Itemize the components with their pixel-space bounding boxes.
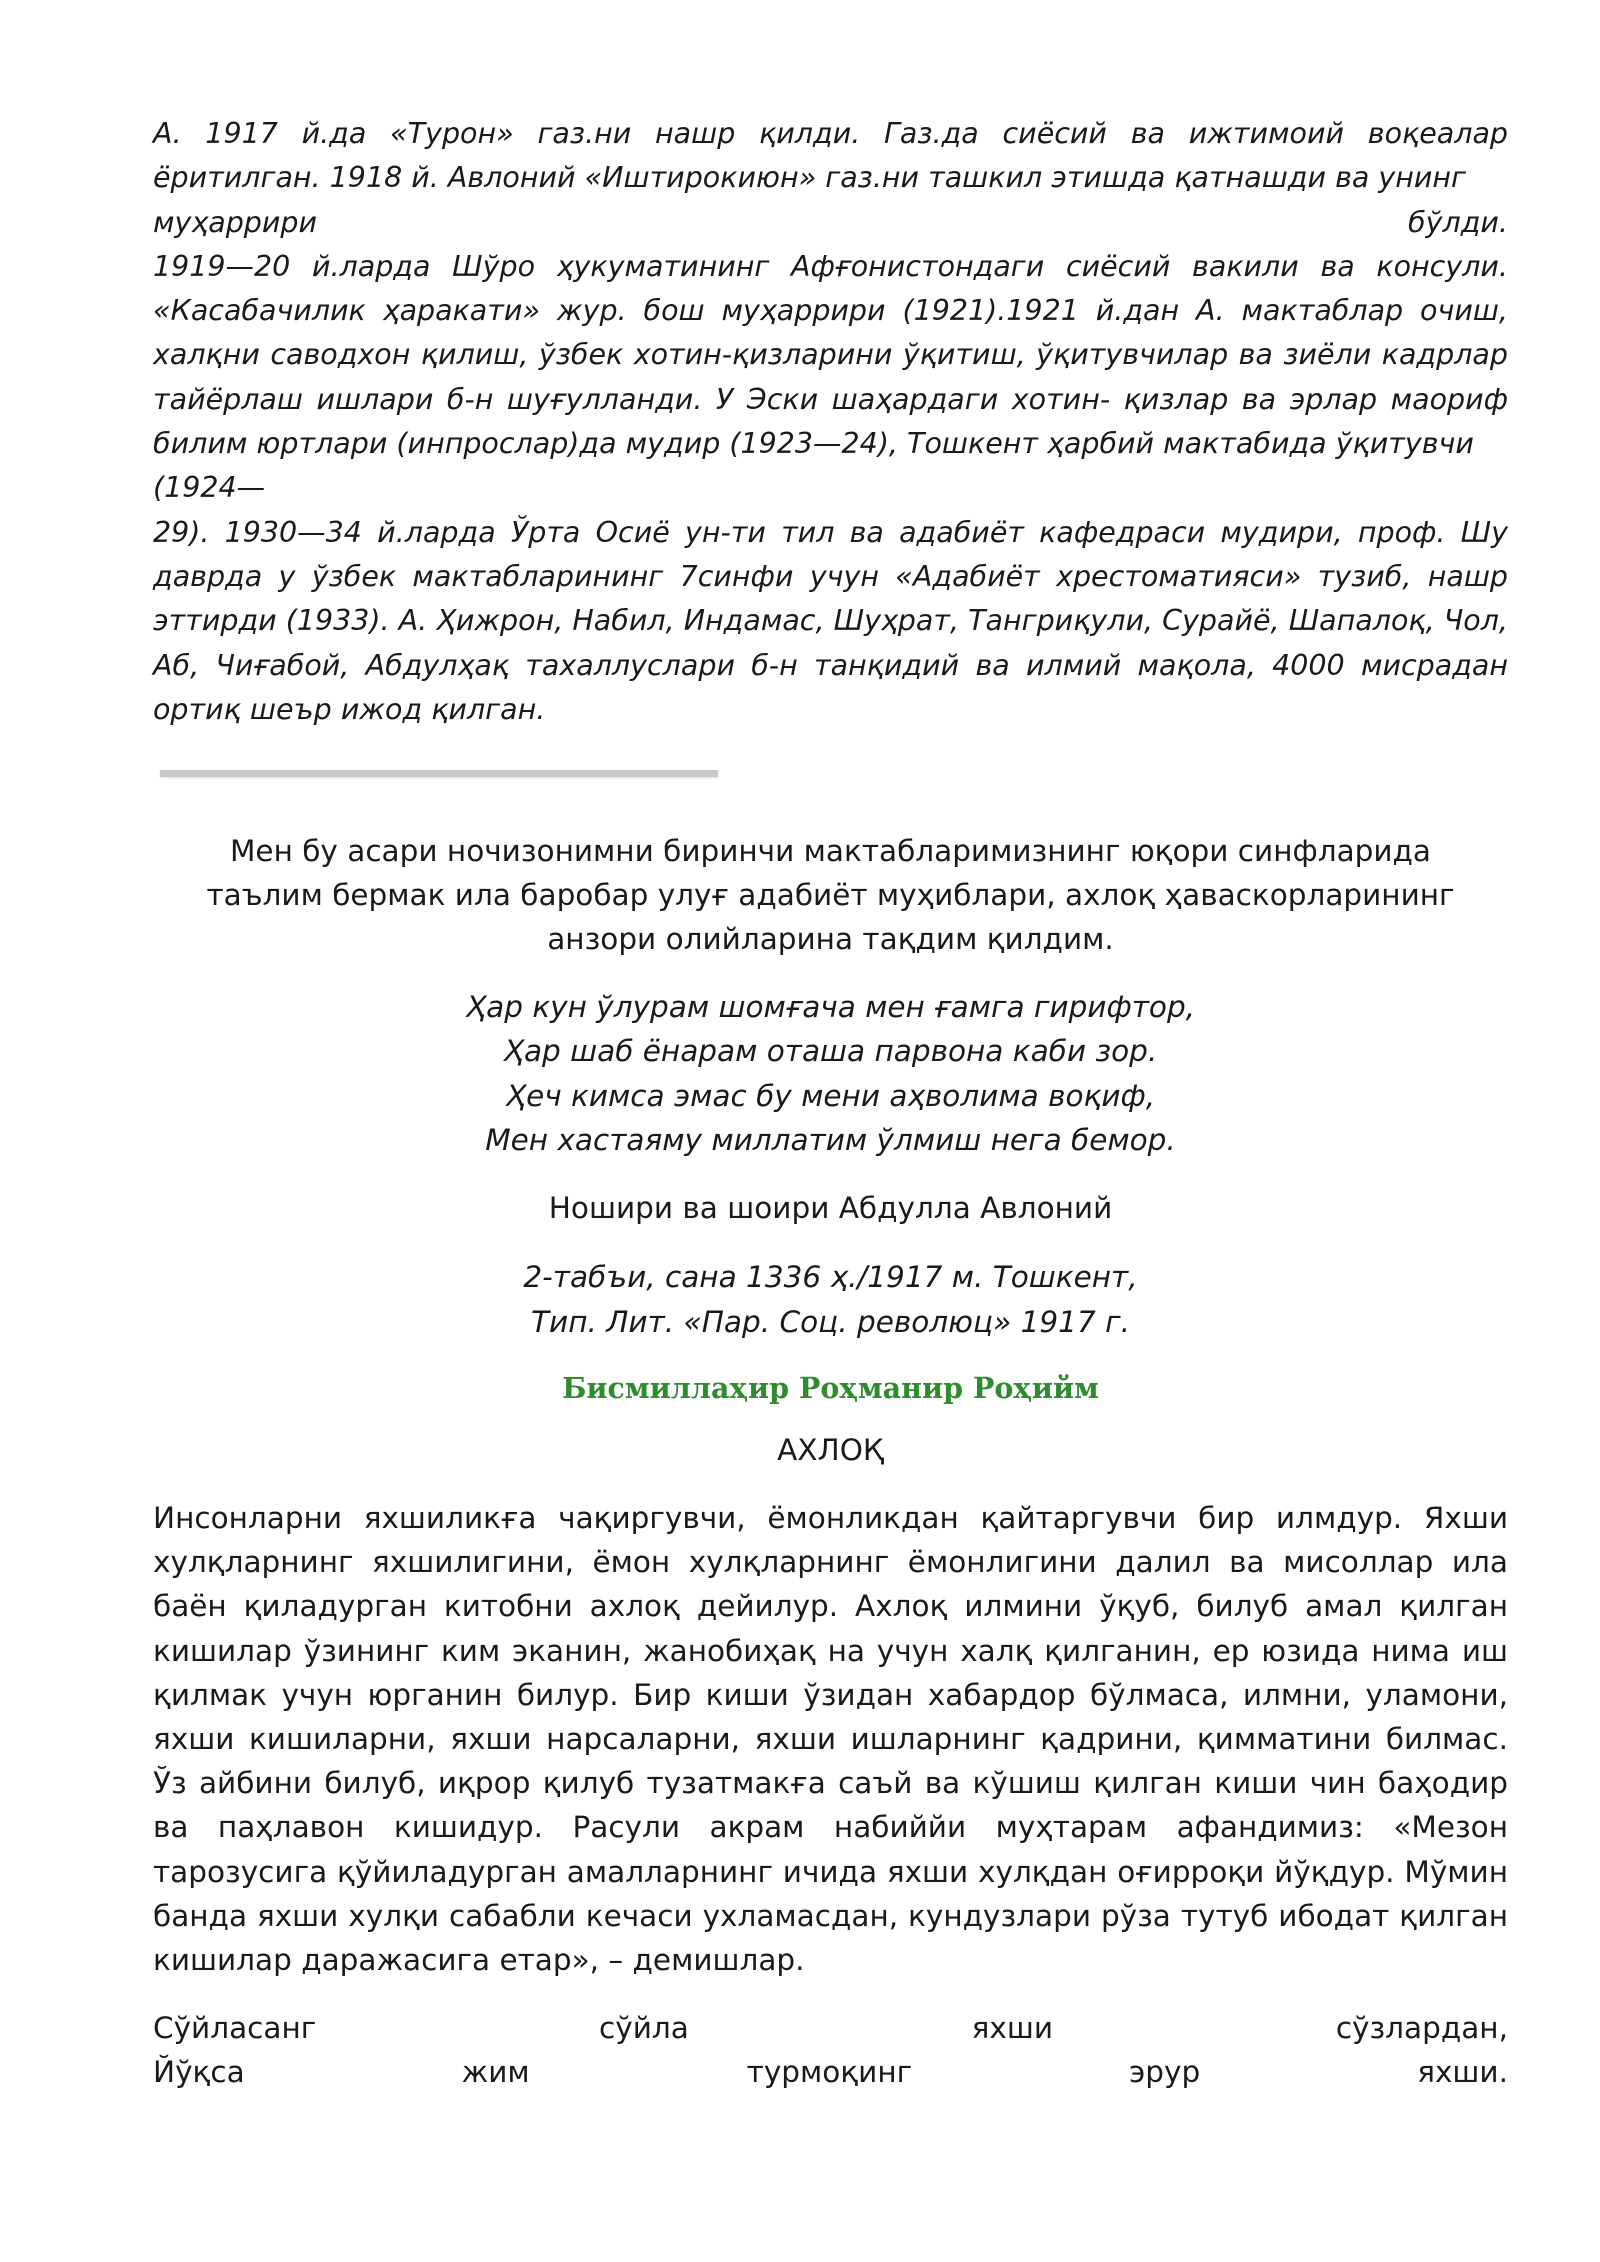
publisher-line: Ношири ва шоири Абдулла Авлоний — [548, 1191, 1113, 1226]
couplet-word: Йўқса — [153, 2055, 245, 2090]
dedication — [153, 829, 1508, 961]
poem-line: Ҳеч кимса эмас бу мени аҳволима воқиф, — [505, 1078, 1156, 1113]
bio-split-right: бўлди. — [1408, 205, 1508, 239]
couplet-line-1 — [153, 2006, 1508, 2050]
dedication-line-1: Мен бу асари ночизонимни биринчи мактабларимизнинг юқори синфларида — [229, 834, 1432, 869]
biography-section — [153, 112, 1508, 732]
imprint-line-1: 2-табъи, сана 1336 ҳ./1917 м. Тошкент, — [523, 1260, 1138, 1295]
bismillah-heading: Бисмиллаҳир Роҳманир Роҳийм — [562, 1370, 1099, 1405]
closing-couplet — [153, 2006, 1508, 2095]
imprint-line-2: Тип. Лит. «Пар. Соц. революц» 1917 г. — [531, 1304, 1130, 1339]
bio-split-left: муҳаррири — [153, 205, 318, 239]
couplet-line-2 — [153, 2050, 1508, 2094]
couplet-word: сўйла — [599, 2011, 689, 2046]
body-paragraph: Инсонларни яхшиликға чақиргувчи, ёмонликдан қайтаргувчи бир илмдур. Яхши хулқларнинг яхшилигини, ёмон хулқларнинг ёмонлигини далил ва мисоллар ила баён қиладурган китобни ахлоқ дейилур. Ахлоқ илмини ўқуб, билуб амал қилган кишилар ўзининг ким эканин, жанобиҳақ на учун халқ қилганин, ер юзида нима иш қилмак учун юрганин билур. Бир киши ўзидан хабардор бўлмаса, илмни, уламони, яхши кишиларни, яхши нарсаларни, яхши ишларнинг қадрини, қимматини билмас. Ўз айбини билуб, иқрор қилуб тузатмакға саъй ва кўшиш қилган киши чин баҳодир ва паҳлавон кишидур. Расули акрам набиййи муҳтарам афандимиз: «Мезон тарозусига қўйиладурган амалларнинг ичида яхши хулқдан оғирроқи йўқдур. Мўмин банда яхши хулқи сабабли кечаси ухламасдан, кундузлари рўза тутуб ибодат қилган кишилар даражасига етар», – демишлар. — [153, 1500, 1508, 1977]
bio-paragraph-2-tail: (1924— — [153, 471, 266, 505]
section-divider — [160, 770, 718, 777]
couplet-word: яхши. — [1417, 2055, 1508, 2090]
imprint — [153, 1255, 1508, 1344]
couplet-word: яхши — [971, 2011, 1054, 2046]
chapter-title: АХЛОҚ — [777, 1432, 884, 1467]
couplet-word: эрур — [1129, 2055, 1201, 2090]
bio-split-line — [153, 201, 1508, 245]
bio-paragraph-2: 1919—20 й.ларда Шўро ҳукуматининг Афғонистондаги сиёсий вакили ва консули. «Касабачилик ҳаракати» жур. бош муҳаррири (1921).1921 й.дан А. мактаблар очиш, халқни саводхон қилиш, ўзбек хотин-қизларини ўқитиш, ўқитувчилар ва зиёли кадрлар тайёрлаш ишлари б-н шуғулланди. У Эски шаҳардаги хотин- қизлар ва эрлар маориф билим юртлари (инпрослар)да мудир (1923—24), Тошкент ҳарбий мактабида ўқитувчи — [153, 249, 1508, 461]
bio-paragraph-1: А. 1917 й.да «Турон» газ.ни нашр қилди. Газ.да сиёсий ва ижтимоий воқеалар ёритилган. 1918 й. Авлоний «Иштирокиюн» газ.ни ташкил этишда қатнашди ва унинг — [153, 117, 1508, 195]
epigraph-poem — [153, 985, 1508, 1162]
poem-line: Мен хастаяму миллатим ўлмиш нега бемор. — [485, 1123, 1176, 1158]
couplet-word: сўзлардан, — [1335, 2011, 1508, 2046]
poem-line: Ҳар шаб ёнарам оташа парвона каби зор. — [503, 1034, 1158, 1069]
document-page — [153, 112, 1508, 2095]
bio-paragraph-3: 29). 1930—34 й.ларда Ўрта Осиё ун-ти тил ва адабиёт кафедраси мудири, проф. Шу даврда у ўзбек мактабларининг 7синфи учун «Адабиёт хрестоматияси» тузиб, нашр эттирди (1933). А. Ҳижрон, Набил, Индамас, Шуҳрат, Тангриқули, Сурайё, Шапалоқ, Чол, Аб, Чиғабой, Абдулҳақ тахаллуслари б-н танқидий ва илмий мақола, 4000 мисрадан ортиқ шеър ижод қилган. — [153, 515, 1508, 726]
couplet-word: Сўйласанг — [153, 2011, 317, 2046]
poem-line: Ҳар кун ўлурам шомғача мен ғамга гирифтор, — [465, 990, 1196, 1025]
couplet-word: турмоқинг — [746, 2055, 913, 2090]
body-text — [153, 1496, 1508, 1982]
dedication-line-3: анзори олийларина тақдим қилдим. — [547, 922, 1114, 957]
dedication-line-2: таълим бермак ила баробар улуғ адабиёт муҳиблари, ахлоқ ҳаваскорларининг — [206, 878, 1455, 913]
couplet-word: жим — [461, 2055, 530, 2090]
